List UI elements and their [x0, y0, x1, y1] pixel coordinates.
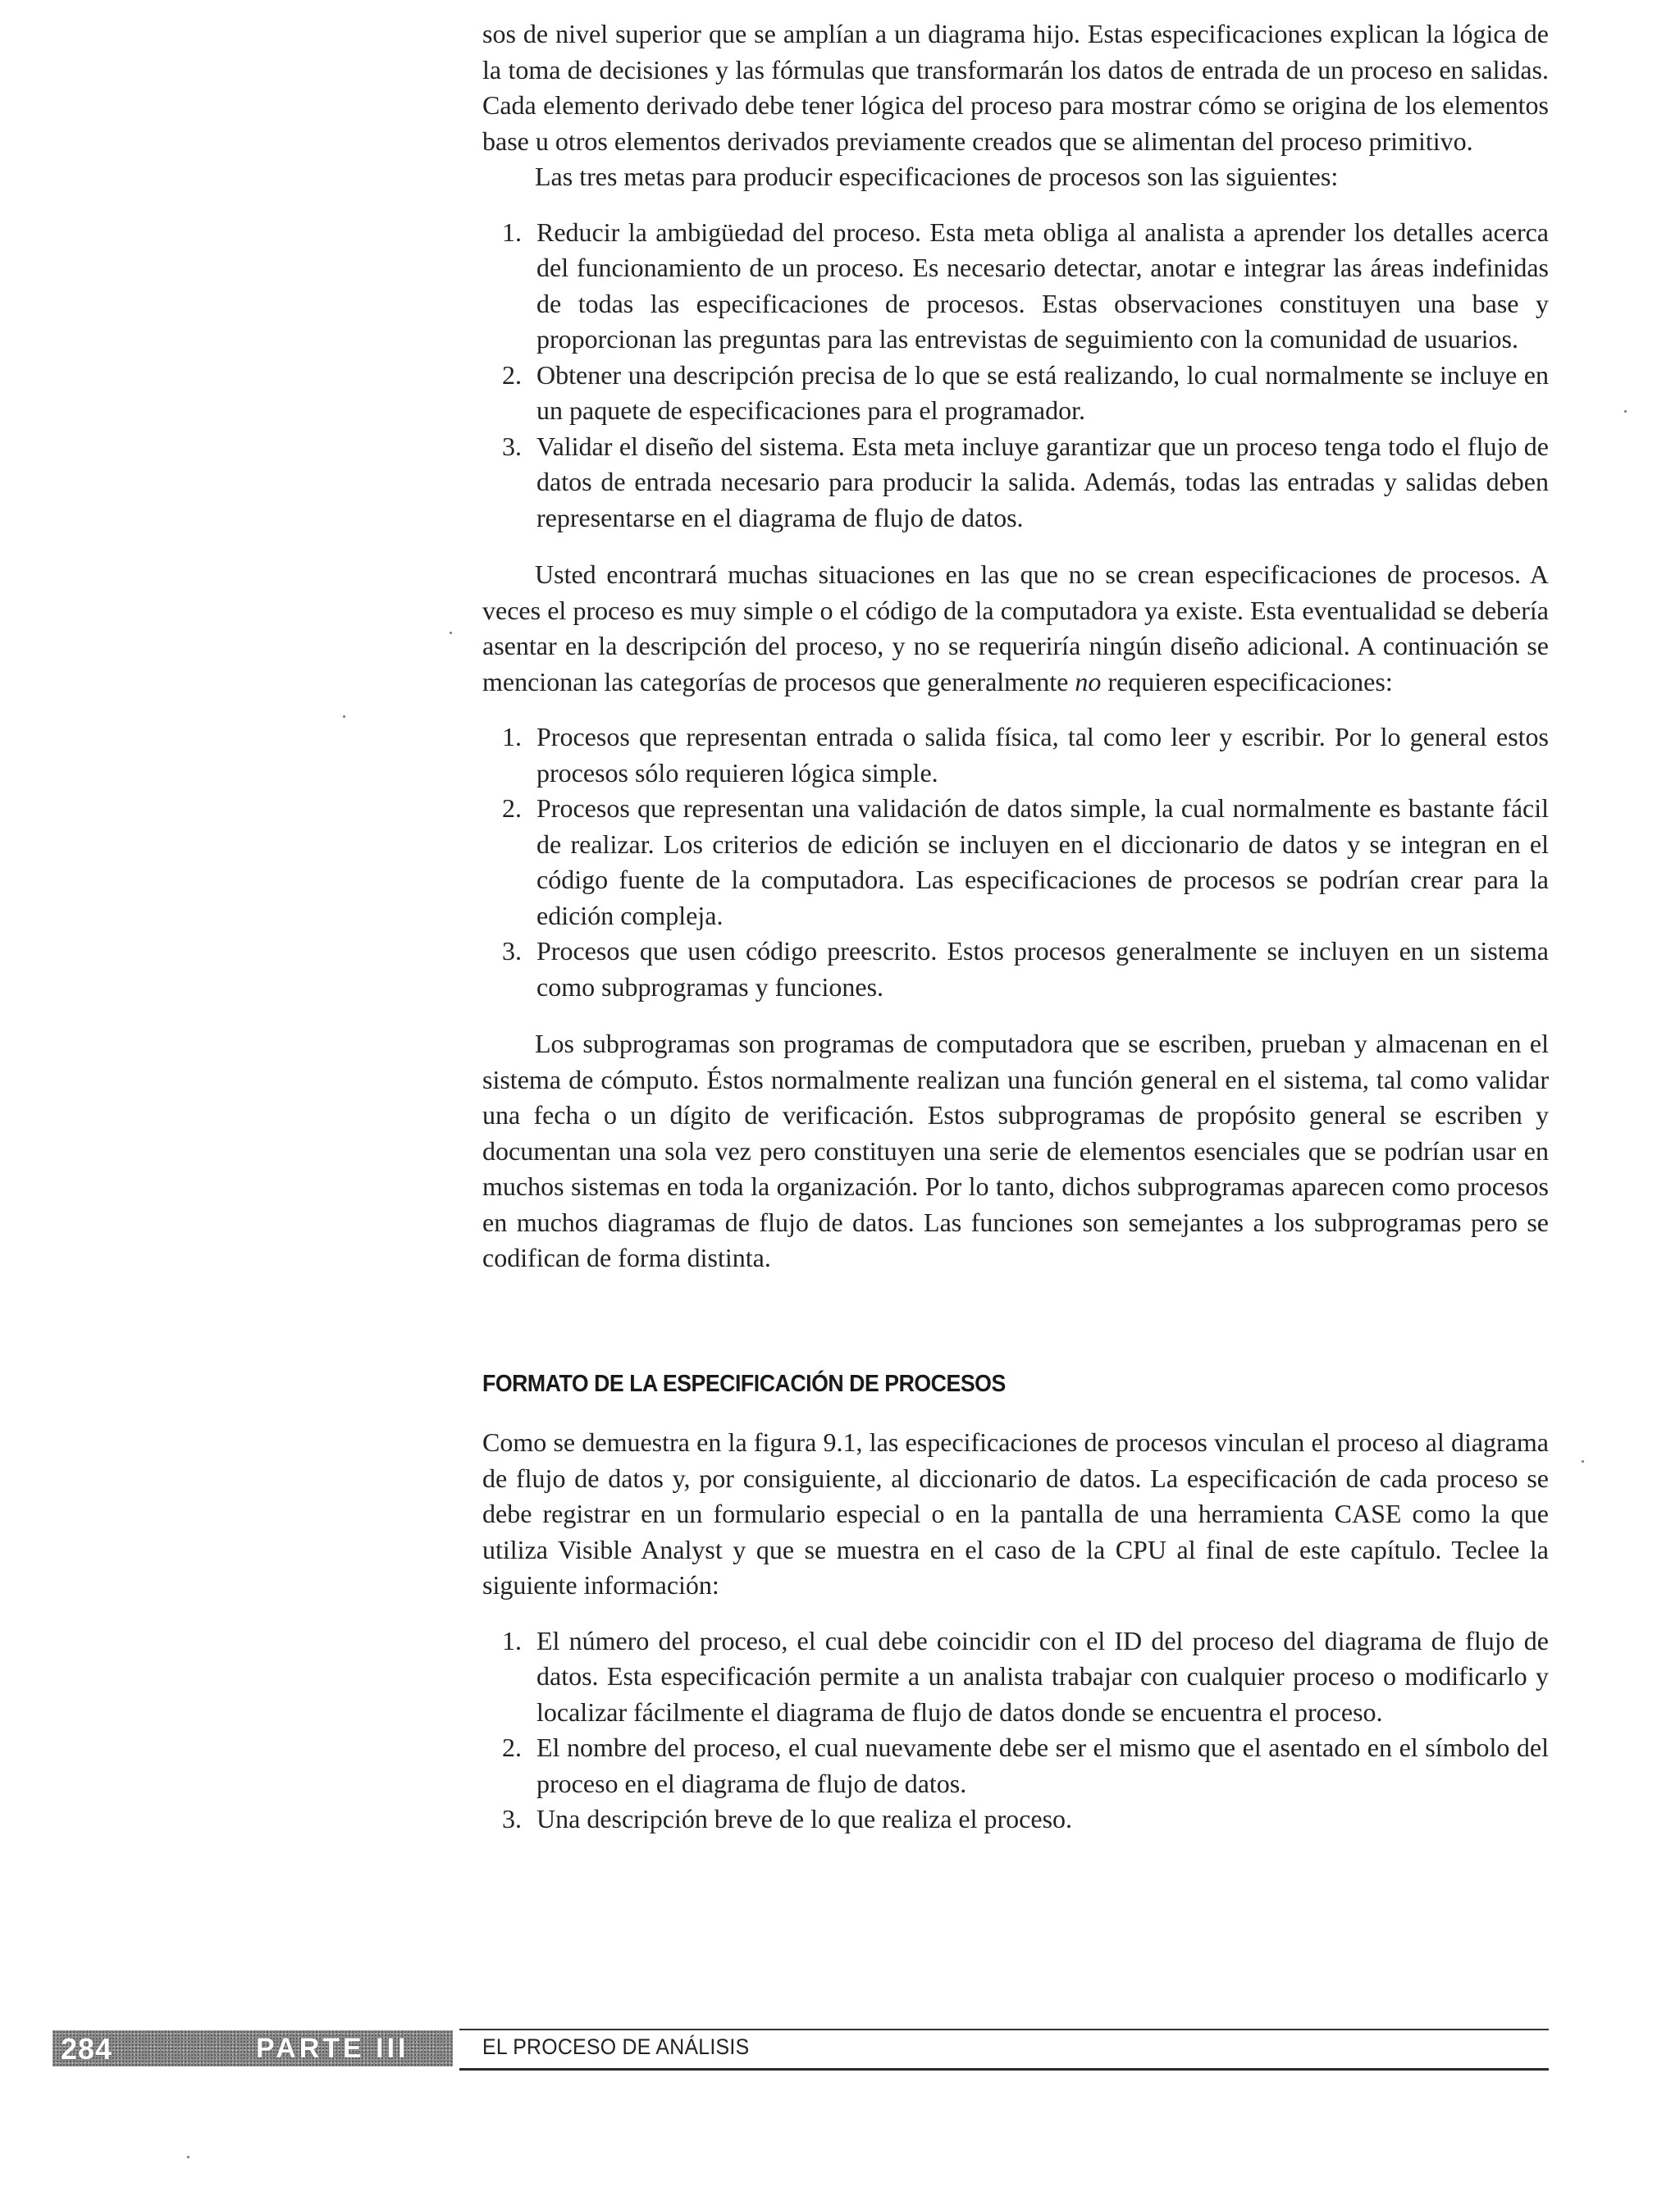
scan-speck: [1624, 410, 1627, 413]
list-item-text: Procesos que representan una validación de datos simple, la cual normalmente es bastante fácil de realizar. Los criterios de edición se incluyen en el diccionario de datos y se integran en el código fuente de la computadora. Las especificaciones de procesos se podrían crear para la edición compleja.: [536, 793, 1549, 930]
list-item-number: 1.: [502, 722, 522, 751]
list-item: [482, 1623, 1549, 1731]
goals-intro: Las tres metas para producir especificaciones de procesos son las siguientes:: [535, 162, 1339, 191]
list-item-number: 2.: [502, 1733, 522, 1762]
list-item: [482, 1801, 1549, 1838]
scan-speck: [1582, 1460, 1584, 1463]
opening-paragraph: sos de nivel superior que se amplían a un diagrama hijo. Estas especificaciones explican la lógica de la toma de decisiones y las fórmulas que transformarán los datos de entrada de un proceso en salidas. Cada elemento derivado debe tener lógica del proceso para mostrar cómo se origina de los elementos base u otros elementos derivados previamente creados que se alimentan del proceso primitivo.: [482, 19, 1549, 156]
list-item-number: 1.: [502, 217, 522, 247]
list-item: [482, 791, 1549, 934]
no-spec-text-after: requieren especificaciones:: [1101, 666, 1393, 696]
section-heading: FORMATO DE LA ESPECIFICACIÓN DE PROCESOS: [482, 1370, 1006, 1397]
list-item-number: 1.: [502, 1625, 522, 1655]
scan-speck: [450, 632, 452, 634]
list-item-text: Procesos que representan entrada o salida física, tal como leer y escribir. Por lo general estos procesos sólo requieren lógica simple.: [536, 722, 1549, 788]
no-spec-paragraph: [482, 557, 1549, 700]
list-item-text: Procesos que usen código preescrito. Estos procesos generalmente se incluyen en un sistema como subprogramas y funciones.: [536, 936, 1549, 1002]
list-item: [482, 1730, 1549, 1801]
list-item-number: 3.: [502, 936, 522, 966]
goals-list: [482, 215, 1549, 537]
format-paragraph: Como se demuestra en la figura 9.1, las especificaciones de procesos vinculan el proceso al diagrama de flujo de datos y, por consiguiente, al diccionario de datos. La especificación de cada proceso se debe registrar en un formulario especial o en la pantalla de una herramienta CASE como la que utiliza Visible Analyst y que se muestra en el caso de la CPU al final de este capítulo. Teclee la siguiente información:: [482, 1427, 1549, 1600]
no-spec-text-before: Usted encontrará muchas situaciones en las que no se crean especificaciones de procesos. A veces el proceso es muy simple o el código de la computadora ya existe. Esta eventualidad se debería asentar en la descripción del proceso, y no se requeriría ningún diseño adicional. A continuación se mencionan las categorías de procesos que generalmente: [482, 559, 1549, 696]
list-item-text: El nombre del proceso, el cual nuevamente debe ser el mismo que el asentado en el símbolo del proceso en el diagrama de flujo de datos.: [536, 1733, 1549, 1798]
footer-section-title: EL PROCESO DE ANÁLISIS: [482, 2034, 750, 2059]
no-spec-emphasis: no: [1075, 666, 1102, 696]
footer-band: [52, 2030, 453, 2066]
part-label: PARTE III: [256, 2033, 409, 2064]
footer-rule-bottom: [459, 2068, 1549, 2071]
list-item: [482, 719, 1549, 791]
scan-speck: [187, 2156, 189, 2158]
list-item-text: El número del proceso, el cual debe coincidir con el ID del proceso del diagrama de flujo de datos. Esta especificación permite a un analista trabajar con cualquier proceso o modificarlo y localizar fácilmente el diagrama de flujo de datos donde se encuentra el proceso.: [536, 1625, 1549, 1727]
list-item-text: Reducir la ambigüedad del proceso. Esta meta obliga al analista a aprender los detalles acerca del funcionamiento de un proceso. Es necesario detectar, anotar e integrar las áreas indefinidas de todas las especificaciones de procesos. Estas observaciones constituyen una base y proporcionan las preguntas para las entrevistas de seguimiento con la comunidad de usuarios.: [536, 217, 1549, 354]
list-item-number: 3.: [502, 431, 522, 461]
list-item-text: Una descripción breve de lo que realiza el proceso.: [536, 1804, 1073, 1833]
list-item-number: 3.: [502, 1804, 522, 1833]
footer-rule-top: [459, 2029, 1549, 2030]
page-number: 284: [61, 2032, 113, 2066]
subprograms-paragraph: Los subprogramas son programas de computadora que se escriben, prueban y almacenan en el sistema de cómputo. Éstos normalmente realizan una función general en el sistema, tal como validar una fecha o un dígito de verificación. Estos subprogramas de propósito general se escriben y documentan una sola vez pero constituyen una serie de elementos esenciales que se podrían usar en muchos sistemas en toda la organización. Por lo tanto, dichos subprogramas aparecen como procesos en muchos diagramas de flujo de datos. Las funciones son semejantes a los subprogramas pero se codifican de forma distinta.: [482, 1029, 1549, 1272]
page-body: [482, 16, 1549, 1838]
list-item: [482, 358, 1549, 429]
categories-list: [482, 719, 1549, 1005]
list-item-number: 2.: [502, 359, 522, 390]
list-item-text: Obtener una descripción precisa de lo que se está realizando, lo cual normalmente se incluye en un paquete de especificaciones para el programador.: [536, 359, 1549, 425]
list-item-text: Validar el diseño del sistema. Esta meta incluye garantizar que un proceso tenga todo el flujo de datos de entrada necesario para producir la salida. Además, todas las entradas y salidas deben representarse en el diagrama de flujo de datos.: [536, 431, 1549, 532]
list-item: [482, 215, 1549, 358]
list-item-number: 2.: [502, 793, 522, 823]
list-item: [482, 934, 1549, 1005]
scan-speck: [343, 715, 345, 718]
list-item: [482, 429, 1549, 537]
format-items-list: [482, 1623, 1549, 1838]
